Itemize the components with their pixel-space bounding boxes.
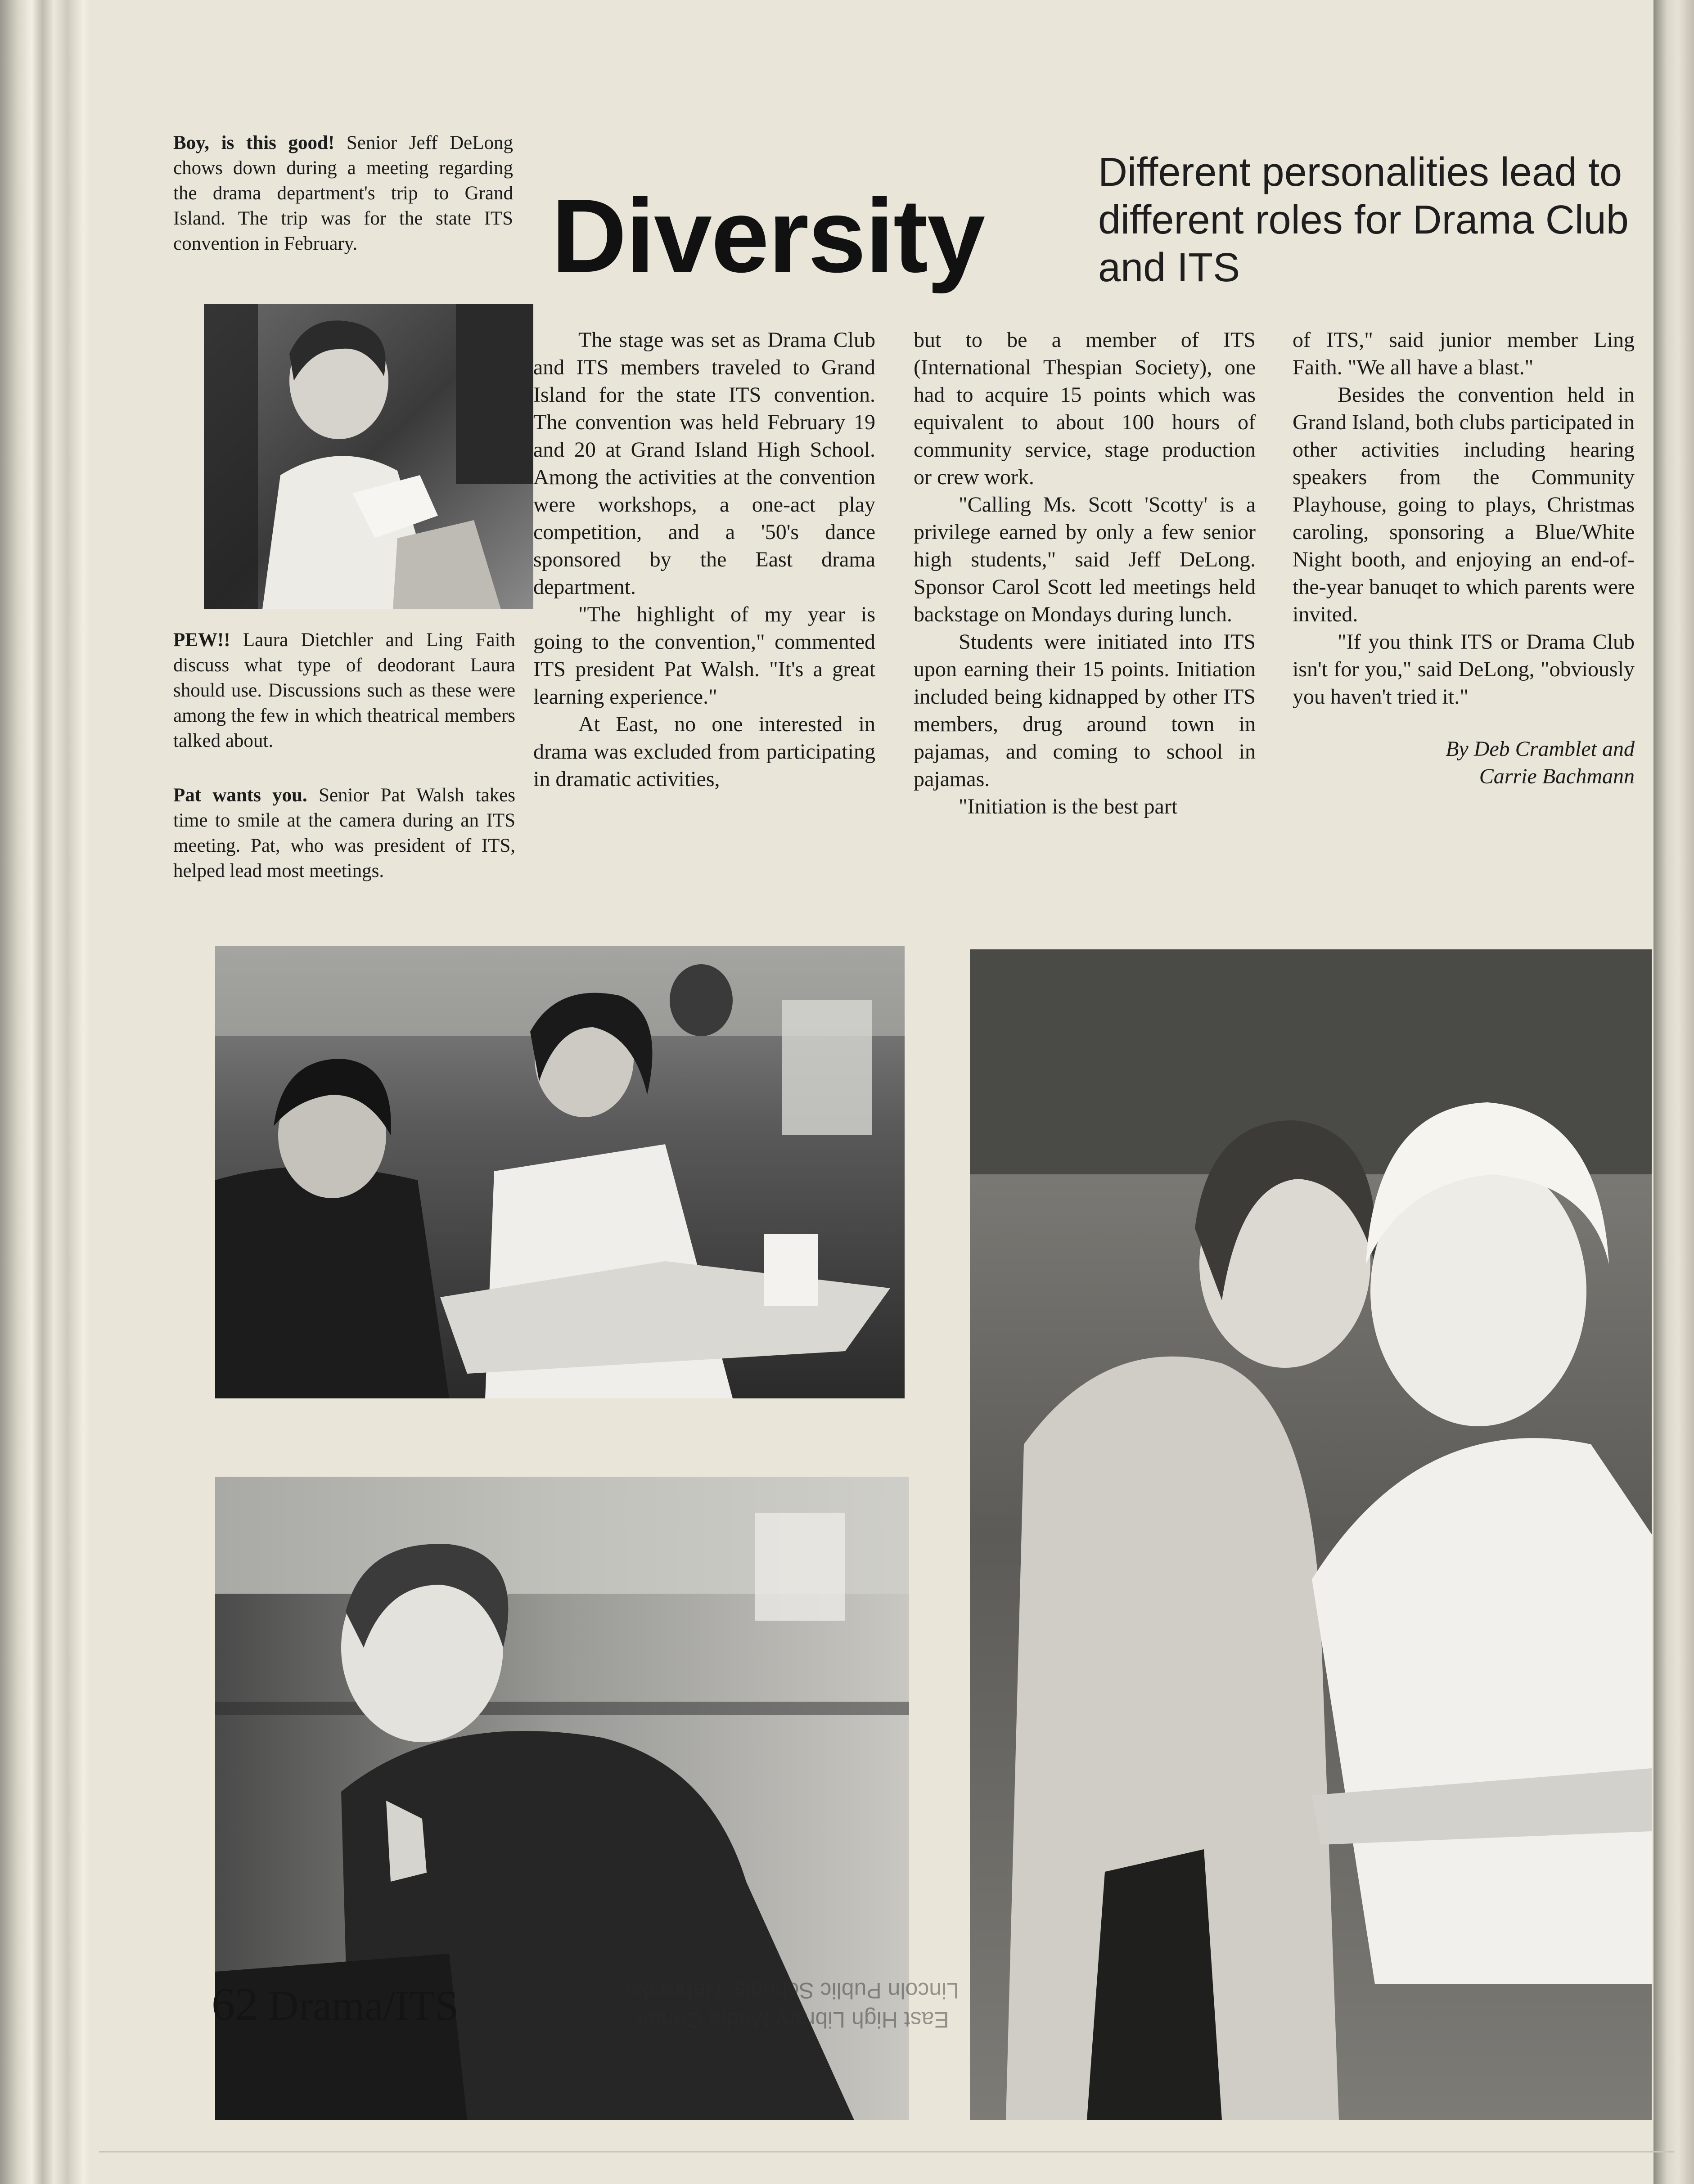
- story-column-2: [914, 326, 1256, 820]
- paragraph: Besides the convention held in Grand Island, both clubs participated in other activities including hearing speakers from the Community Playhouse, going to plays, Christmas caroling, sponsoring a Blue/White Night booth, and enjoying an end-of-the-year banuqet to which parents were invited.: [1293, 383, 1635, 626]
- stamp-line-2: Lincoln Public Schools, Nebraska: [625, 1978, 960, 2003]
- caption-jeff-delong: [173, 130, 513, 256]
- story-column-3: [1293, 326, 1635, 790]
- story-column-1: [533, 326, 875, 793]
- caption-pat-walsh: [173, 783, 515, 884]
- paragraph: "Calling Ms. Scott 'Scotty' is a privilege earned by only a few senior high students," said Jeff DeLong. Sponsor Carol Scott led meetings held backstage on Mondays during lunch.: [914, 493, 1256, 626]
- caption-body: Senior Pat Walsh takes time to smile at the camera during an ITS meeting. Pat, who was president of ITS, helped lead most meetings.: [173, 785, 515, 881]
- paragraph: Students were initiated into ITS upon earning their 15 points. Initiation included being kidnapped by other ITS members, drug around town in pajamas, and coming to school in pajamas.: [914, 630, 1256, 791]
- paragraph: The stage was set as Drama Club and ITS members traveled to Grand Island for the state ITS convention. The convention was held February 19 and 20 at Grand Island High School. Among the activities at the convention were workshops, a one-act play competition, and a '50's dance sponsored by the East drama department.: [533, 328, 875, 599]
- section-name: Drama/ITS: [268, 1982, 459, 2029]
- paragraph: but to be a member of ITS (International Thespian Society), one had to acquire 15 points which was equivalent to about 100 hours of community service, stage production or crew work.: [914, 328, 1256, 489]
- headline: Diversity: [551, 178, 985, 294]
- paragraph: "If you think ITS or Drama Club isn't for you," said DeLong, "obviously you haven't tried it.": [1293, 630, 1635, 709]
- next-page-edge: [1653, 0, 1694, 2184]
- photo-jeff-delong: [204, 304, 533, 609]
- paragraph: At East, no one interested in drama was excluded from participating in dramatic activities,: [533, 712, 875, 791]
- caption-body: Senior Jeff DeLong chows down during a meeting regarding the drama department's trip to Grand Island. The trip was for the state ITS convention in February.: [173, 132, 513, 254]
- caption-laura-ling: [173, 628, 515, 754]
- byline: [1293, 735, 1635, 790]
- paragraph: of ITS," said junior member Ling Faith. "We all have a blast.": [1293, 328, 1635, 379]
- bottom-rule: [99, 2151, 1674, 2153]
- caption-lead: PEW!!: [173, 629, 230, 651]
- deck: Different personalities lead to different roles for Drama Club and ITS: [1098, 150, 1629, 290]
- byline-line-2: Carrie Bachmann: [1479, 764, 1635, 788]
- page-folio: [212, 1980, 459, 2031]
- caption-lead: Pat wants you.: [173, 785, 307, 806]
- photo-club-members: [970, 949, 1652, 2120]
- page-binding: [0, 0, 90, 2184]
- byline-line-1: By Deb Cramblet and: [1446, 737, 1635, 761]
- page-number: 62: [212, 1978, 258, 2030]
- paragraph: "The highlight of my year is going to the convention," commented ITS president Pat Walsh. "It's a great learning experience.": [533, 602, 875, 709]
- caption-body: Laura Dietchler and Ling Faith discuss what type of deodorant Laura should use. Discussions such as these were among the few in which theatrical members talked about.: [173, 629, 515, 751]
- photo-laura-ling: [215, 946, 905, 1398]
- caption-lead: Boy, is this good!: [173, 132, 335, 153]
- library-stamp: [556, 1975, 1028, 2038]
- stamp-line-1: East High Library Media Center: [635, 2007, 949, 2032]
- paragraph: "Initiation is the best part: [959, 795, 1178, 818]
